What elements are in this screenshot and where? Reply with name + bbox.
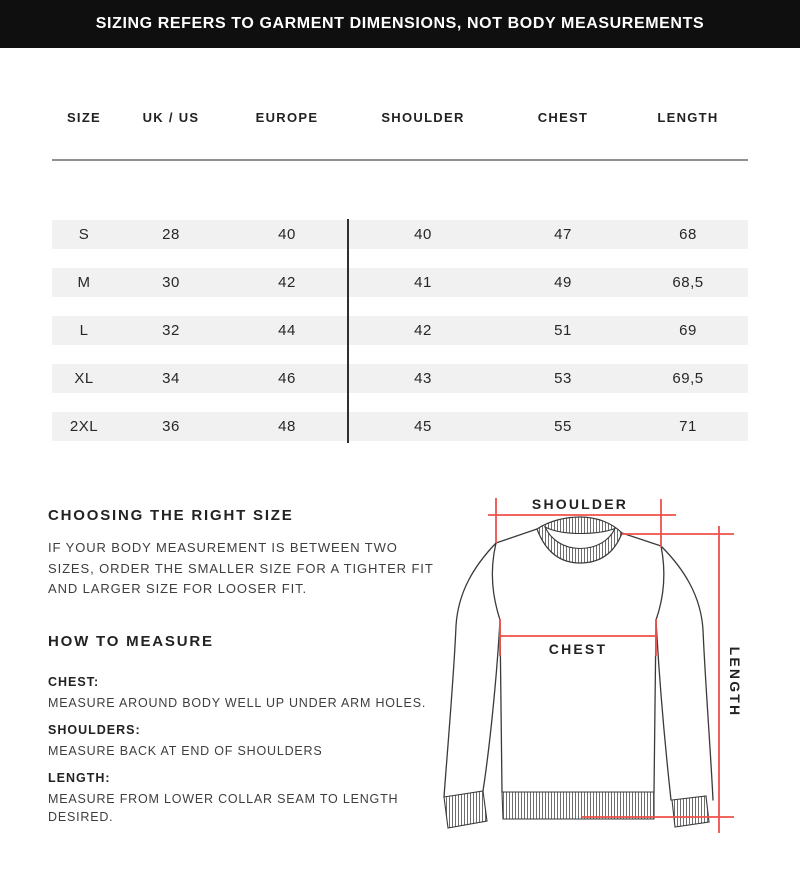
measure-description-line: MEASURE AROUND BODY WELL UP UNDER ARM HOLES. <box>48 696 427 710</box>
paragraph-line: IF YOUR BODY MEASUREMENT IS BETWEEN TWO <box>48 540 398 555</box>
left-cuff-ribbing <box>444 791 487 828</box>
value-cell: 30 <box>162 274 180 291</box>
table-column-divider <box>347 219 349 443</box>
value-cell: 36 <box>162 418 180 435</box>
measure-term-label: CHEST: <box>48 675 100 689</box>
column-header: SIZE <box>66 109 102 125</box>
sweater-outline <box>444 529 713 800</box>
value-cell: 40 <box>414 226 432 243</box>
column-header: SHOULDER <box>381 109 465 125</box>
measure-description-line: DESIRED. <box>48 810 114 824</box>
table-row <box>52 268 748 297</box>
value-cell: 68 <box>679 226 697 243</box>
choosing-text <box>48 538 448 600</box>
right-cuff-ribbing <box>672 796 709 827</box>
column-header: UK / US <box>142 109 200 125</box>
measure-description-line: MEASURE BACK AT END OF SHOULDERS <box>48 744 323 758</box>
choosing-size-title: CHOOSING THE RIGHT SIZE <box>48 507 294 524</box>
value-cell: 55 <box>554 418 572 435</box>
measure-term-label: SHOULDERS: <box>48 723 141 737</box>
value-cell: 34 <box>162 370 180 387</box>
size-cell: M <box>77 274 91 291</box>
table-row <box>52 220 748 249</box>
column-header: EUROPE <box>255 109 319 125</box>
disclaimer-text: SIZING REFERS TO GARMENT DIMENSIONS, NOT BODY MEASUREMENTS <box>95 15 705 32</box>
value-cell: 42 <box>278 274 296 291</box>
value-cell: 47 <box>554 226 572 243</box>
size-cell: L <box>79 322 89 339</box>
value-cell: 46 <box>278 370 296 387</box>
measure-item <box>48 674 448 712</box>
value-cell: 69 <box>679 322 697 339</box>
value-cell: 43 <box>414 370 432 387</box>
size-table-body <box>52 220 748 460</box>
chest-measure-label: CHEST <box>548 641 608 657</box>
column-header: CHEST <box>537 109 589 125</box>
value-cell: 69,5 <box>672 370 704 387</box>
size-cell: S <box>78 226 90 243</box>
measure-term-label: LENGTH: <box>48 771 111 785</box>
value-cell: 32 <box>162 322 180 339</box>
length-measure-label: LENGTH <box>727 646 743 718</box>
value-cell: 68,5 <box>672 274 704 291</box>
disclaimer-banner <box>0 0 800 48</box>
value-cell: 40 <box>278 226 296 243</box>
table-row <box>52 364 748 393</box>
table-header-rule <box>52 159 748 161</box>
value-cell: 42 <box>414 322 432 339</box>
value-cell: 44 <box>278 322 296 339</box>
paragraph-line: AND LARGER SIZE FOR LOOSER FIT. <box>48 581 308 596</box>
measure-item <box>48 770 448 826</box>
how-to-measure-title: HOW TO MEASURE <box>48 633 214 650</box>
value-cell: 41 <box>414 274 432 291</box>
column-header: LENGTH <box>657 109 719 125</box>
measure-items <box>48 674 448 836</box>
size-table-head <box>52 107 748 127</box>
size-cell: XL <box>74 370 94 387</box>
hem-ribbing <box>502 792 654 819</box>
value-cell: 28 <box>162 226 180 243</box>
value-cell: 49 <box>554 274 572 291</box>
shoulder-measure-label: SHOULDER <box>531 496 629 512</box>
value-cell: 51 <box>554 322 572 339</box>
paragraph-line: SIZES, ORDER THE SMALLER SIZE FOR A TIGHTER FIT <box>48 560 434 576</box>
value-cell: 71 <box>679 418 697 435</box>
size-cell: 2XL <box>69 418 99 435</box>
value-cell: 45 <box>414 418 432 435</box>
value-cell: 48 <box>278 418 296 435</box>
value-cell: 53 <box>554 370 572 387</box>
measure-item <box>48 722 448 760</box>
table-row <box>52 412 748 441</box>
table-row <box>52 316 748 345</box>
sweater-diagram <box>400 470 800 886</box>
measure-description-line: MEASURE FROM LOWER COLLAR SEAM TO LENGTH <box>48 792 399 806</box>
